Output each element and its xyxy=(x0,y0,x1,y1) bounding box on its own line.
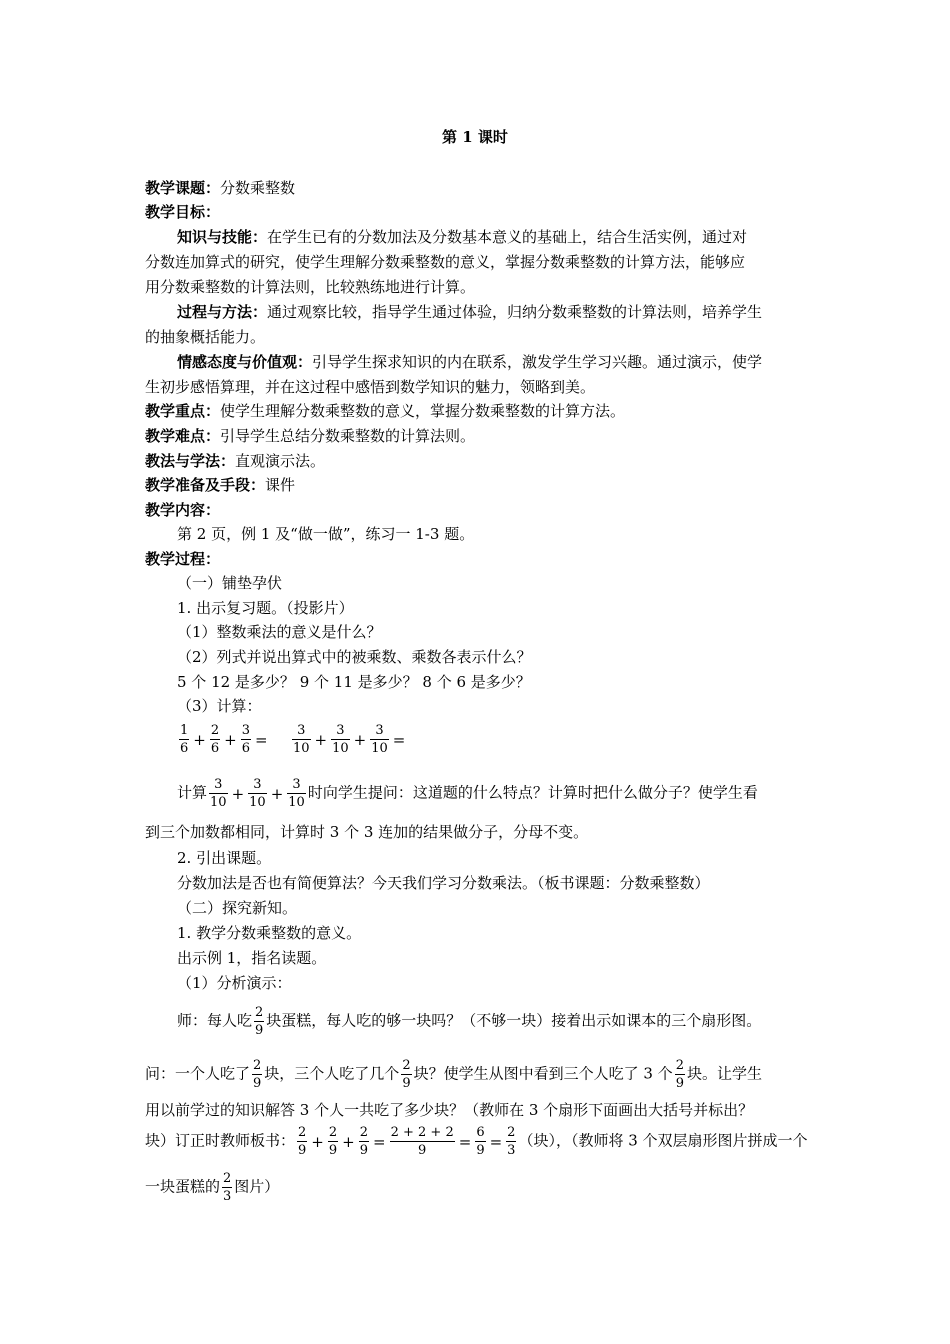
calc-expression-a: $\frac{1}{6}$ + $\frac{2}{6}$ + $\frac{3}{6}$ = xyxy=(180,723,268,756)
question-line2: 到三个加数都相同，计算时 3 个 3 连加的结果做分子，分母不变。 xyxy=(145,823,589,841)
method-line: 教法与学法：直观演示法。 xyxy=(145,452,326,470)
process-step: 出示例 1，指名读题。 xyxy=(177,949,327,967)
process-step: （一）铺垫孕伏 xyxy=(177,574,283,592)
teacher-line5: 一块蛋糕的 $\frac{2}{3}$ 图片） xyxy=(145,1171,280,1204)
goals-heading: 教学目标： xyxy=(145,203,221,221)
goal2-line2: 的抽象概括能力。 xyxy=(145,328,266,346)
topic-line: 教学课题：分数乘整数 xyxy=(145,179,296,197)
goal1-line2: 分数连加算式的研究，使学生理解分数乘整数的意义，掌握分数乘整数的计算方法，能够应 xyxy=(145,253,746,271)
content-line: 第 2 页，例 1 及“做一做”，练习一 1-3 题。 xyxy=(177,525,475,543)
process-step: 分数加法是否也有简便算法？今天我们学习分数乘法。（板书课题：分数乘整数） xyxy=(177,874,710,892)
teacher-line2: 问：一个人吃了 $\frac{2}{9}$ 块，三个人吃了几个 $\frac{2}{9}$ 块？使学生从图中看到三个人吃了 3 个 $\frac{2}{9}$ 块。让学生 xyxy=(145,1058,762,1091)
process-step: （3）计算： xyxy=(177,697,262,715)
prep-line: 教学准备及手段：课件 xyxy=(145,476,296,494)
process-step: （二）探究新知。 xyxy=(177,899,298,917)
teacher-line3: 用以前学过的知识解答 3 个人一共吃了多少块？（教师在 3 个扇形下面画出大括号并标出？ xyxy=(145,1101,754,1119)
calc-expression-b: $\frac{3}{10}$ + $\frac{3}{10}$ + $\frac{3}{10}$ = xyxy=(293,723,406,756)
process-step: 1. 教学分数乘整数的意义。 xyxy=(177,924,362,942)
fraction: $\frac{3}{10}$ xyxy=(293,723,310,756)
process-step: （1）整数乘法的意义是什么？ xyxy=(177,623,382,641)
goal1-line1: 知识与技能：在学生已有的分数加法及分数基本意义的基础上，结合生活实例，通过对 xyxy=(177,228,748,246)
process-heading: 教学过程： xyxy=(145,550,221,568)
difficulty-line: 教学难点：引导学生总结分数乘整数的计算法则。 xyxy=(145,427,476,445)
fraction: $\frac{3}{10}$ xyxy=(371,723,388,756)
process-step: （1）分析演示： xyxy=(177,974,292,992)
teacher-line1: 师：每人吃 $\frac{2}{9}$ 块蛋糕，每人吃的够一块吗？（不够一块）接着出示如课本的三个扇形图。 xyxy=(177,1005,762,1038)
content-heading: 教学内容： xyxy=(145,501,221,519)
key-line: 教学重点：使学生理解分数乘整数的意义，掌握分数乘整数的计算方法。 xyxy=(145,402,626,420)
goal2-line1: 过程与方法：通过观察比较，指导学生通过体验，归纳分数乘整数的计算法则，培养学生 xyxy=(177,303,763,321)
goal3-line2: 生初步感悟算理，并在这过程中感悟到数学知识的魅力，领略到美。 xyxy=(145,378,596,396)
process-step: 2. 引出课题。 xyxy=(177,849,272,867)
goal3-line1: 情感态度与价值观：引导学生探求知识的内在联系，激发学生学习兴趣。通过演示，使学 xyxy=(177,353,763,371)
fraction: $\frac{3}{10}$ xyxy=(332,723,349,756)
question-line: 计算 $\frac{3}{10}$ + $\frac{3}{10}$ + $\frac{3}{10}$ 时向学生提问：这道题的什么特点？计算时把什么做分子？使学生看 xyxy=(177,777,758,810)
process-step: （2）列式并说出算式中的被乘数、乘数各表示什么？ xyxy=(177,648,532,666)
fraction: $\frac{3}{6}$ xyxy=(241,723,250,756)
fraction: $\frac{1}{6}$ xyxy=(180,723,189,756)
process-step: 1. 出示复习题。（投影片） xyxy=(177,599,354,617)
page-title: 第 1 课时 xyxy=(442,128,508,146)
fraction: $\frac{2}{6}$ xyxy=(210,723,220,756)
process-step: 5 个 12 是多少？ 9 个 11 是多少？ 8 个 6 是多少？ xyxy=(177,673,531,691)
teacher-line4: 块）订正时教师板书： $\frac{2}{9}$ + $\frac{2}{9}$ + $\frac{2}{9}$ = $\frac{2 + 2 + 2}{9}$ = $\frac{6}{9}$ = $\frac{2}{3}$ （块），（教师将 3 个双层扇形图片拼成一个 xyxy=(145,1125,808,1158)
goal1-line3: 用分数乘整数的计算法则，比较熟练地进行计算。 xyxy=(145,278,476,296)
